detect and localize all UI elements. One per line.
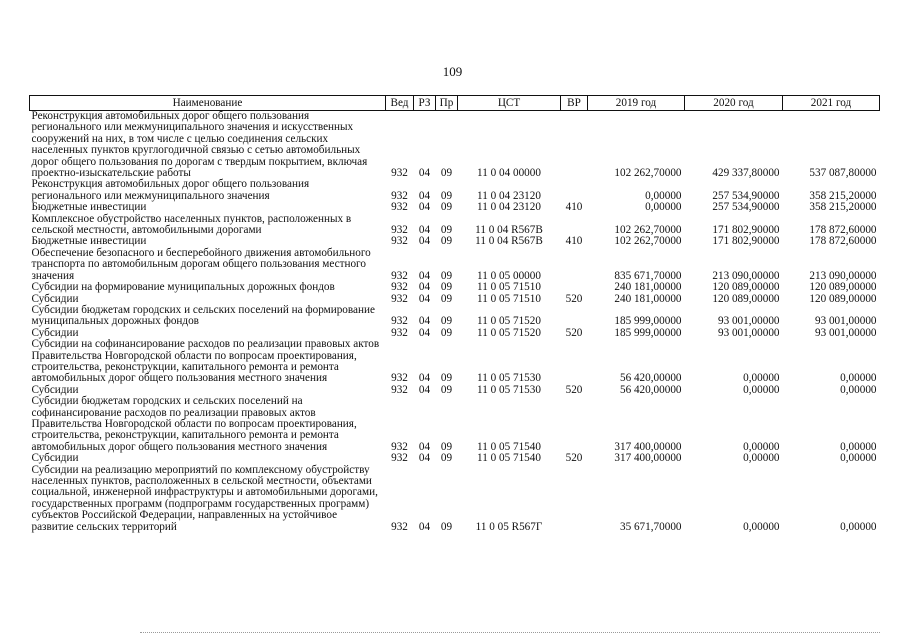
cell-pr: 09 [440,201,453,214]
cell-rz: 04 [418,315,431,328]
cell-name: Реконструкция автомобильных дорог общего пользования регионального или межмуниципального значения [31,178,310,202]
header-2019: 2019 год [588,96,685,111]
cell-2021: 178 872,60000 [809,235,877,248]
header-rz: РЗ [414,96,436,111]
cell-2020: 0,00000 [743,440,780,453]
budget-table [29,95,880,533]
cell-cst: 11 0 05 71530 [477,372,541,385]
cell-vr: 410 [565,235,583,248]
cell-vr: 520 [565,326,583,339]
cell-cst: 11 0 04 R567B [475,224,543,237]
header-cst: ЦСТ [458,96,561,111]
cell-rz: 04 [418,326,431,339]
cell-vr [561,214,588,237]
cell-2021: 0,00000 [840,440,877,453]
header-name: Наименование [30,96,386,111]
table-row [30,465,880,533]
cell-name: Субсидии [31,452,79,465]
cell-pr: 09 [440,326,453,339]
cell-name: Бюджетные инвестиции [31,235,147,248]
cell-2019: 317 400,00000 [614,440,682,453]
cell-rz: 04 [418,224,431,237]
cell-rz: 04 [418,520,431,533]
cell-2019: 240 181,00000 [614,292,682,305]
cell-rz: 04 [418,235,431,248]
cell-2019: 0,00000 [645,201,682,214]
cell-ved: 932 [391,315,408,328]
cell-vr [561,339,588,385]
cell-vr: 520 [565,292,583,305]
cell-vr [561,179,588,202]
cell-name: Субсидии на реализацию мероприятий по комплексному обустройству населенных пунктов, расположенных в сельской местности, объектами социальной, инженерной инфраструктуры и автомобильными дорогами, государственных программ (подпрограмм государственных программ) субъектов Российской Федерации, направленных на устойчивое развитие сельских территорий [31,463,378,533]
cell-cst: 11 0 04 23120 [477,189,541,202]
cell-rz: 04 [418,201,431,214]
cell-2020: 0,00000 [743,520,780,533]
cell-vr: 520 [565,383,583,396]
table-row [30,214,880,237]
cell-name: Бюджетные инвестиции [31,201,147,214]
cell-name: Комплексное обустройство населенных пунктов, расположенных в сельской местности, автомобильными дорогами [31,212,352,237]
cell-cst: 11 0 04 R567B [475,235,543,248]
cell-2020: 171 802,90000 [712,235,780,248]
cell-2020: 257 534,90000 [712,201,780,214]
cell-ved: 932 [391,201,408,214]
cell-ved: 932 [391,167,408,180]
cell-2019: 317 400,00000 [614,452,682,465]
cell-name: Субсидии [31,383,79,396]
cell-ved: 932 [391,189,408,202]
cell-cst: 11 0 05 71520 [477,326,541,339]
header-vr: ВР [561,96,588,111]
cell-pr: 09 [440,372,453,385]
cell-ved: 932 [391,520,408,533]
scan-edge-noise [140,632,880,634]
cell-2019: 185 999,00000 [614,326,682,339]
cell-rz: 04 [418,281,431,294]
cell-ved: 932 [391,269,408,282]
cell-name: Субсидии бюджетам городских и сельских поселений на софинансирование расходов по реализации правовых актов Правительства Новгородской области по вопросам проектирования, строительства, реконструкции, капитального ремонта и ремонта автомобильных дорог общего пользования местного значения [31,395,357,453]
cell-2020: 429 337,80000 [712,167,780,180]
cell-2020: 0,00000 [743,452,780,465]
cell-2021: 120 089,00000 [809,281,877,294]
cell-pr: 09 [440,315,453,328]
cell-rz: 04 [418,167,431,180]
cell-2020: 171 802,90000 [712,224,780,237]
cell-vr [561,465,588,533]
cell-pr: 09 [440,189,453,202]
cell-ved: 932 [391,292,408,305]
header-2021: 2021 год [783,96,880,111]
header-ved: Вед [386,96,414,111]
cell-2019: 240 181,00000 [614,281,682,294]
cell-name: Субсидии на формирование муниципальных дорожных фондов [31,281,335,294]
cell-2020: 120 089,00000 [712,281,780,294]
cell-rz: 04 [418,452,431,465]
cell-pr: 09 [440,440,453,453]
cell-vr [561,396,588,453]
cell-rz: 04 [418,269,431,282]
cell-2019: 835 671,70000 [614,269,682,282]
cell-2021: 120 089,00000 [809,292,877,305]
cell-2019: 102 262,70000 [614,235,682,248]
table-body [30,111,880,534]
cell-2021: 358 215,20000 [809,189,877,202]
cell-2020: 93 001,00000 [717,326,780,339]
cell-ved: 932 [391,452,408,465]
cell-pr: 09 [440,224,453,237]
table-row [30,179,880,202]
table-row [30,111,880,180]
cell-vr [561,248,588,282]
cell-name: Обеспечение безопасного и бесперебойного движения автомобильного транспорта по автомобильным дорогам общего пользования местного значения [31,246,371,282]
cell-2021: 178 872,60000 [809,224,877,237]
cell-ved: 932 [391,224,408,237]
cell-ved: 932 [391,372,408,385]
cell-pr: 09 [440,281,453,294]
cell-2021: 0,00000 [840,372,877,385]
cell-rz: 04 [418,189,431,202]
cell-rz: 04 [418,292,431,305]
cell-2020: 0,00000 [743,372,780,385]
header-pr: Пр [436,96,458,111]
table-row [30,453,880,464]
cell-2021: 0,00000 [840,452,877,465]
cell-cst: 11 0 05 71540 [477,440,541,453]
cell-2019: 102 262,70000 [614,167,682,180]
cell-2020: 93 001,00000 [717,315,780,328]
cell-2021: 358 215,20000 [809,201,877,214]
cell-name: Реконструкция автомобильных дорог общего пользования регионального или межмуниципального значения и искусственных сооружений на них, в том числе с целью соединения сельских населенных пунктов круглогодичной связью с сетью автомобильных дорог общего пользования по дорогам с твердым покрытием, включая проектно-изыскательские работы [31,110,368,180]
cell-pr: 09 [440,452,453,465]
cell-cst: 11 0 05 71530 [477,383,541,396]
cell-pr: 09 [440,383,453,396]
cell-rz: 04 [418,383,431,396]
cell-vr: 410 [565,201,583,214]
cell-rz: 04 [418,372,431,385]
cell-2019: 0,00000 [645,189,682,202]
cell-2021: 0,00000 [840,520,877,533]
cell-cst: 11 0 05 71510 [477,292,541,305]
page-number: 109 [442,64,463,79]
table-row [30,339,880,385]
cell-2019: 102 262,70000 [614,224,682,237]
cell-name: Субсидии на софинансирование расходов по реализации правовых актов Правительства Новгородской области по вопросам проектирования, строительства, реконструкции, капитального ремонта и ремонта автомобильных дорог общего пользования местного значения [31,338,380,385]
cell-cst: 11 0 05 71540 [477,452,541,465]
cell-cst: 11 0 05 00000 [477,269,541,282]
cell-2019: 56 420,00000 [619,372,682,385]
cell-rz: 04 [418,440,431,453]
cell-2019: 56 420,00000 [619,383,682,396]
cell-2020: 0,00000 [743,383,780,396]
cell-name: Субсидии бюджетам городских и сельских поселений на формирование муниципальных дорожных фондов [31,303,375,328]
cell-2021: 537 087,80000 [809,167,877,180]
table-row [30,282,880,293]
cell-ved: 932 [391,281,408,294]
cell-cst: 11 0 04 23120 [477,201,541,214]
cell-2020: 120 089,00000 [712,292,780,305]
header-2020: 2020 год [685,96,783,111]
cell-cst: 11 0 05 71510 [477,281,541,294]
table-header-row [30,96,880,111]
cell-pr: 09 [440,269,453,282]
cell-cst: 11 0 04 00000 [477,167,541,180]
cell-pr: 09 [440,167,453,180]
cell-ved: 932 [391,440,408,453]
cell-pr: 09 [440,520,453,533]
cell-2019: 35 671,70000 [619,520,682,533]
cell-vr [561,111,588,180]
cell-name: Субсидии [31,292,79,305]
cell-ved: 932 [391,383,408,396]
cell-2021: 93 001,00000 [814,315,877,328]
cell-pr: 09 [440,292,453,305]
cell-cst: 11 0 05 R567Г [475,520,543,533]
cell-2021: 93 001,00000 [814,326,877,339]
cell-cst: 11 0 05 71520 [477,315,541,328]
cell-ved: 932 [391,235,408,248]
cell-vr [561,305,588,328]
cell-2020: 257 534,90000 [712,189,780,202]
table-row [30,305,880,328]
cell-vr: 520 [565,452,583,465]
cell-ved: 932 [391,326,408,339]
cell-2021: 213 090,00000 [809,269,877,282]
cell-2019: 185 999,00000 [614,315,682,328]
cell-2020: 213 090,00000 [712,269,780,282]
table-row [30,248,880,282]
cell-pr: 09 [440,235,453,248]
cell-name: Субсидии [31,326,79,339]
table-row [30,202,880,213]
cell-vr [561,282,588,293]
table-row [30,396,880,453]
cell-2021: 0,00000 [840,383,877,396]
